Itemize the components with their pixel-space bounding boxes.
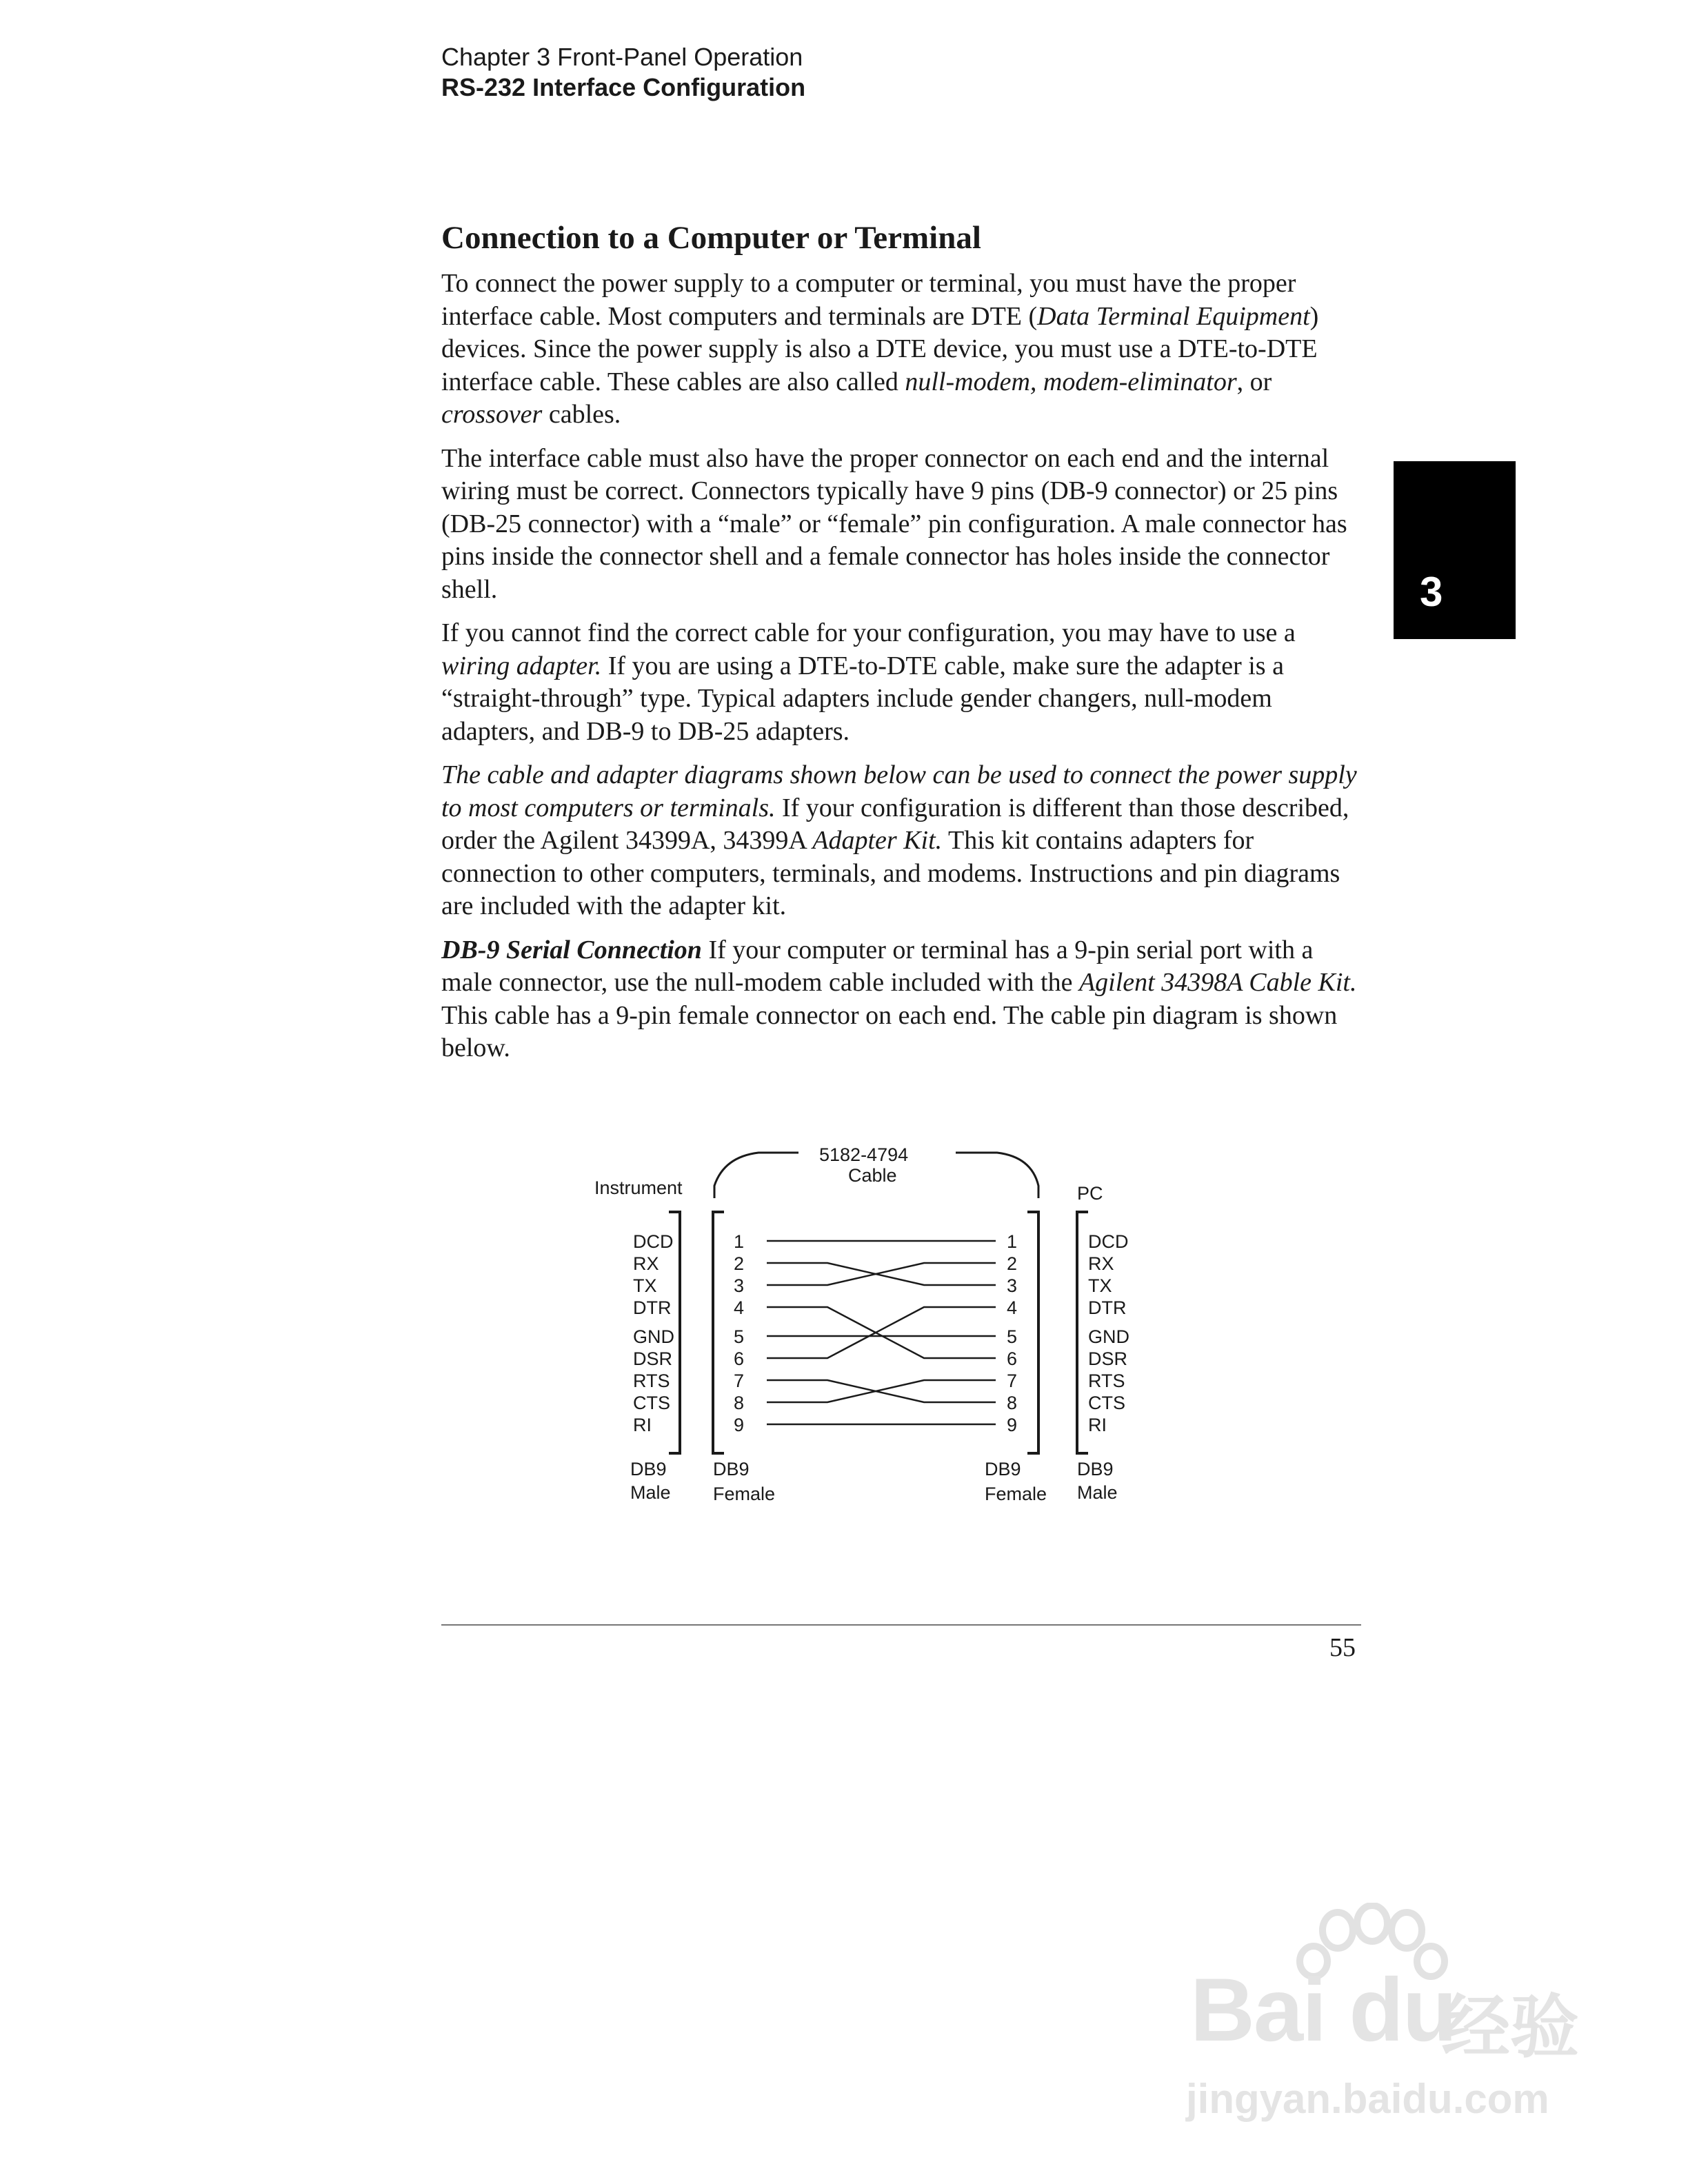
- wire-6-to-4: [767, 1307, 996, 1358]
- running-header-chapter: Chapter 3 Front-Panel Operation: [441, 43, 803, 71]
- pc-signal-tx: TX: [1088, 1275, 1112, 1296]
- instrument-signal-cts: CTS: [633, 1393, 670, 1413]
- wire-7-to-8: [767, 1380, 996, 1402]
- footer-rule: [441, 1624, 1361, 1626]
- db9-heading: DB-9 Serial Connection: [441, 935, 702, 964]
- pc-signal-rts: RTS: [1088, 1371, 1125, 1391]
- instrument-signal-dcd: DCD: [633, 1231, 674, 1252]
- cable-left-pin-2: 2: [734, 1253, 745, 1274]
- cable-left-connector-bracket: [713, 1212, 724, 1453]
- cable-right-pin-3: 3: [1007, 1275, 1018, 1296]
- cable-left-pin-3: 3: [734, 1275, 745, 1296]
- instrument-connector-gender: Male: [630, 1482, 671, 1503]
- wire-4-to-6: [767, 1307, 996, 1358]
- cable-bracket-right: [956, 1153, 1038, 1198]
- paragraph-adapters: If you cannot find the correct cable for your configuration, you may have to use a wiring adapter. If you are using a DTE-to-DTE cable, make sure the adapter is a “straight-through” type. Typical adapters include gender changers, null-modem adapters, and DB-9 to DB-25 adapters.: [441, 618, 1296, 746]
- cable-right-pin-7: 7: [1007, 1371, 1018, 1391]
- cable-right-pin-4: 4: [1007, 1297, 1018, 1318]
- instrument-signal-tx: TX: [633, 1275, 657, 1296]
- pc-label: PC: [1077, 1183, 1103, 1204]
- instrument-signal-gnd: GND: [633, 1326, 674, 1347]
- cable-right-connector-bracket: [1027, 1212, 1038, 1453]
- instrument-label: Instrument: [594, 1177, 683, 1198]
- pc-signal-cts: CTS: [1088, 1393, 1125, 1413]
- cable-right-connector-gender: Female: [985, 1484, 1047, 1504]
- cable-right-pin-1: 1: [1007, 1231, 1018, 1252]
- wire-2-to-3: [767, 1263, 996, 1285]
- cable-right-pin-2: 2: [1007, 1253, 1018, 1274]
- cable-left-pin-4: 4: [734, 1297, 745, 1318]
- page-number: 55: [1329, 1633, 1356, 1662]
- cable-left-pin-8: 8: [734, 1393, 745, 1413]
- cable-right-pin-5: 5: [1007, 1326, 1018, 1347]
- pc-connector-gender: Male: [1077, 1482, 1118, 1503]
- watermark-url: jingyan.baidu.com: [1186, 2076, 1549, 2122]
- paragraph-adapter-kit: The cable and adapter diagrams shown below can be used to connect the power supply to most computers or terminals. If your configuration is different than those described, order the Agilent 34399A, 34399A Adapter Kit. This kit contains adapters for connection to other computers, terminals, and modems. Instructions and pin diagrams are included with the adapter kit.: [441, 760, 1357, 920]
- instrument-signal-dtr: DTR: [633, 1297, 672, 1318]
- pc-signal-dsr: DSR: [1088, 1348, 1128, 1369]
- instrument-signal-ri: RI: [633, 1415, 652, 1435]
- paragraph-dte-cable: To connect the power supply to a computer or terminal, you must have the proper interface cable. Most computers and terminals are DTE (Data Terminal Equipment) devices. Since the power supply is also a DTE device, you must use a DTE-to-DTE interface cable. These cables are also called null-modem, modem-eliminator, or crossover cables.: [441, 269, 1319, 429]
- cable-bracket-left: [714, 1153, 798, 1198]
- pc-connector-type: DB9: [1077, 1459, 1114, 1479]
- cable-left-pin-6: 6: [734, 1348, 745, 1369]
- cable-left-pin-9: 9: [734, 1415, 745, 1435]
- paragraph-connectors: The interface cable must also have the proper connector on each end and the internal wiring must be correct. Connectors typically have 9 pins (DB-9 connector) or 25 pins (DB-25 connector) with a “male” or “female” pin configuration. A male connector has pins inside the connector shell and a female connector has holes inside the connector shell.: [441, 443, 1347, 604]
- cable-left-connector-type: DB9: [713, 1459, 750, 1479]
- instrument-signal-dsr: DSR: [633, 1348, 673, 1369]
- pc-signal-dcd: DCD: [1088, 1231, 1129, 1252]
- cable-right-pin-9: 9: [1007, 1415, 1018, 1435]
- instrument-connector-type: DB9: [630, 1459, 667, 1479]
- cable-left-pin-1: 1: [734, 1231, 745, 1252]
- pc-signal-ri: RI: [1088, 1415, 1107, 1435]
- watermark-brand-cn: 经验: [1441, 1989, 1579, 2066]
- cable-right-connector-type: DB9: [985, 1459, 1021, 1479]
- pc-signal-dtr: DTR: [1088, 1297, 1127, 1318]
- cable-word: Cable: [848, 1165, 897, 1186]
- watermark-brand: Bai du: [1190, 1959, 1456, 2060]
- cable-left-pin-7: 7: [734, 1371, 745, 1391]
- pc-signal-gnd: GND: [1088, 1326, 1129, 1347]
- pc-signal-rx: RX: [1088, 1253, 1114, 1274]
- cable-part-number: 5182-4794: [819, 1144, 909, 1165]
- cable-right-pin-8: 8: [1007, 1393, 1018, 1413]
- cable-left-pin-5: 5: [734, 1326, 745, 1347]
- instrument-signal-rts: RTS: [633, 1371, 670, 1391]
- wire-8-to-7: [767, 1380, 996, 1402]
- instrument-signal-rx: RX: [633, 1253, 659, 1274]
- paragraph-db9-connection: DB-9 Serial Connection If your computer or terminal has a 9-pin serial port with a male connector, use the null-modem cable included with the Agilent 34398A Cable Kit. This cable has a 9-pin female connector on each end. The cable pin diagram is shown below.: [441, 935, 1357, 1062]
- cable-right-pin-6: 6: [1007, 1348, 1018, 1369]
- section-title: Connection to a Computer or Terminal: [441, 220, 981, 256]
- pc-connector-bracket: [1077, 1212, 1088, 1453]
- chapter-tab-number: 3: [1420, 569, 1443, 615]
- running-header-section: RS-232 Interface Configuration: [441, 73, 806, 101]
- cable-left-connector-gender: Female: [713, 1484, 776, 1504]
- wire-3-to-2: [767, 1263, 996, 1285]
